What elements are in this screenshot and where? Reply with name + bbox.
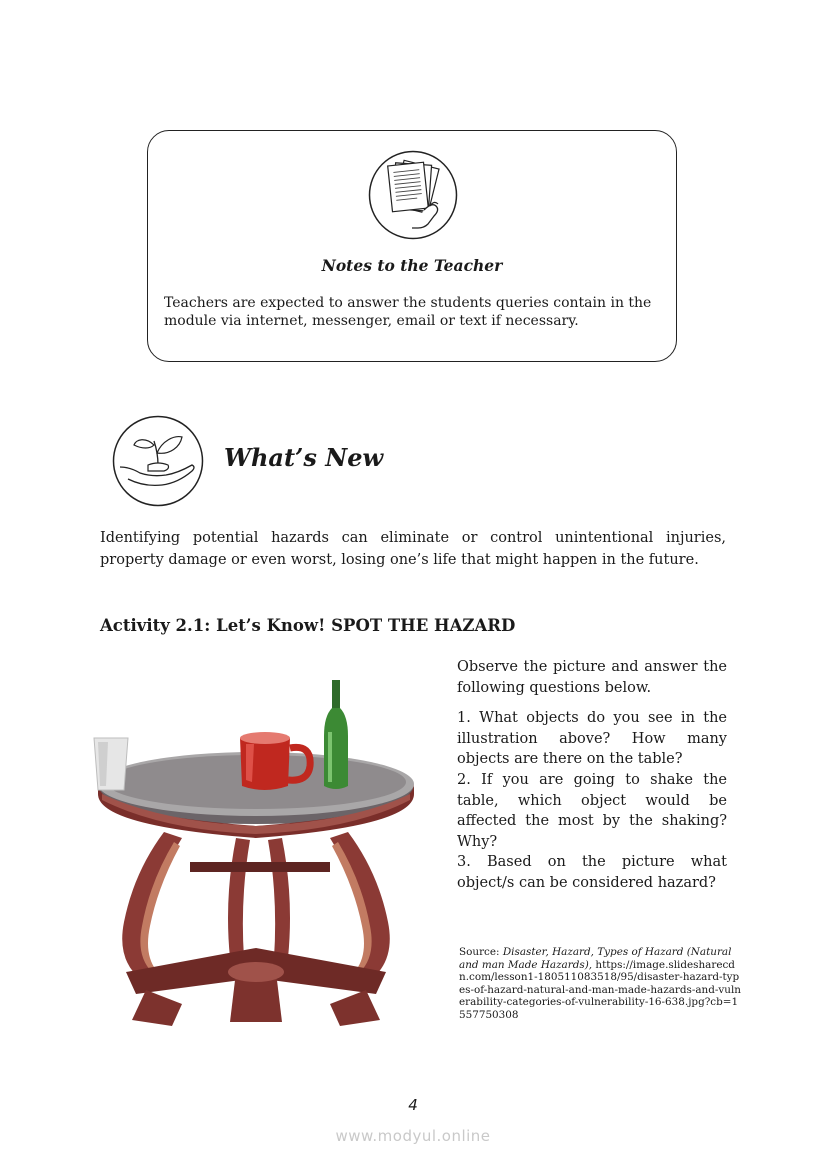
hand-with-plant-icon [112,415,204,507]
questions-block [457,657,727,894]
intro-paragraph: Identifying potential hazards can eliminate or control unintentional injuries, property damage or even worst, losing one’s life that might happen in the future. [100,530,726,568]
source-citation [459,946,744,1022]
question-prompt: Observe the picture and answer the following questions below. [457,659,727,696]
watermark: www.modyul.online [335,1127,491,1145]
table-illustration [86,672,432,1036]
question-item: 2. If you are going to shake the table, which object would be affected the most by the shaking? Why? [457,771,727,850]
activity-title: Activity 2.1: Let’s Know! SPOT THE HAZARD [100,616,516,635]
page-number: 4 [408,1096,418,1114]
question-item: 1. What objects do you see in the illustration above? How many objects are there on the table? [457,710,727,768]
source-url: https://image.slidesharecdn.com/lesson1-180511083518/95/disaster-hazard-types-of-hazard-natural-and-man-made-hazards-and-vulnerability-categories-of-vulnerability-16-638.jpg?cb=1557750308 [459,958,741,1021]
documents-in-hand-icon [368,150,458,240]
section-title: What’s New [224,443,384,472]
notes-body: Teachers are expected to answer the students queries contain in the module via internet, messenger, email or text if necessary. [164,295,652,329]
source-label: Source: [459,946,500,958]
notes-title: Notes to the Teacher [321,256,503,275]
source-title: Disaster, Hazard, Types of Hazard (Natural and man Made Hazards), [459,946,732,971]
question-item: 3. Based on the picture what object/s can be considered hazard? [457,854,727,891]
